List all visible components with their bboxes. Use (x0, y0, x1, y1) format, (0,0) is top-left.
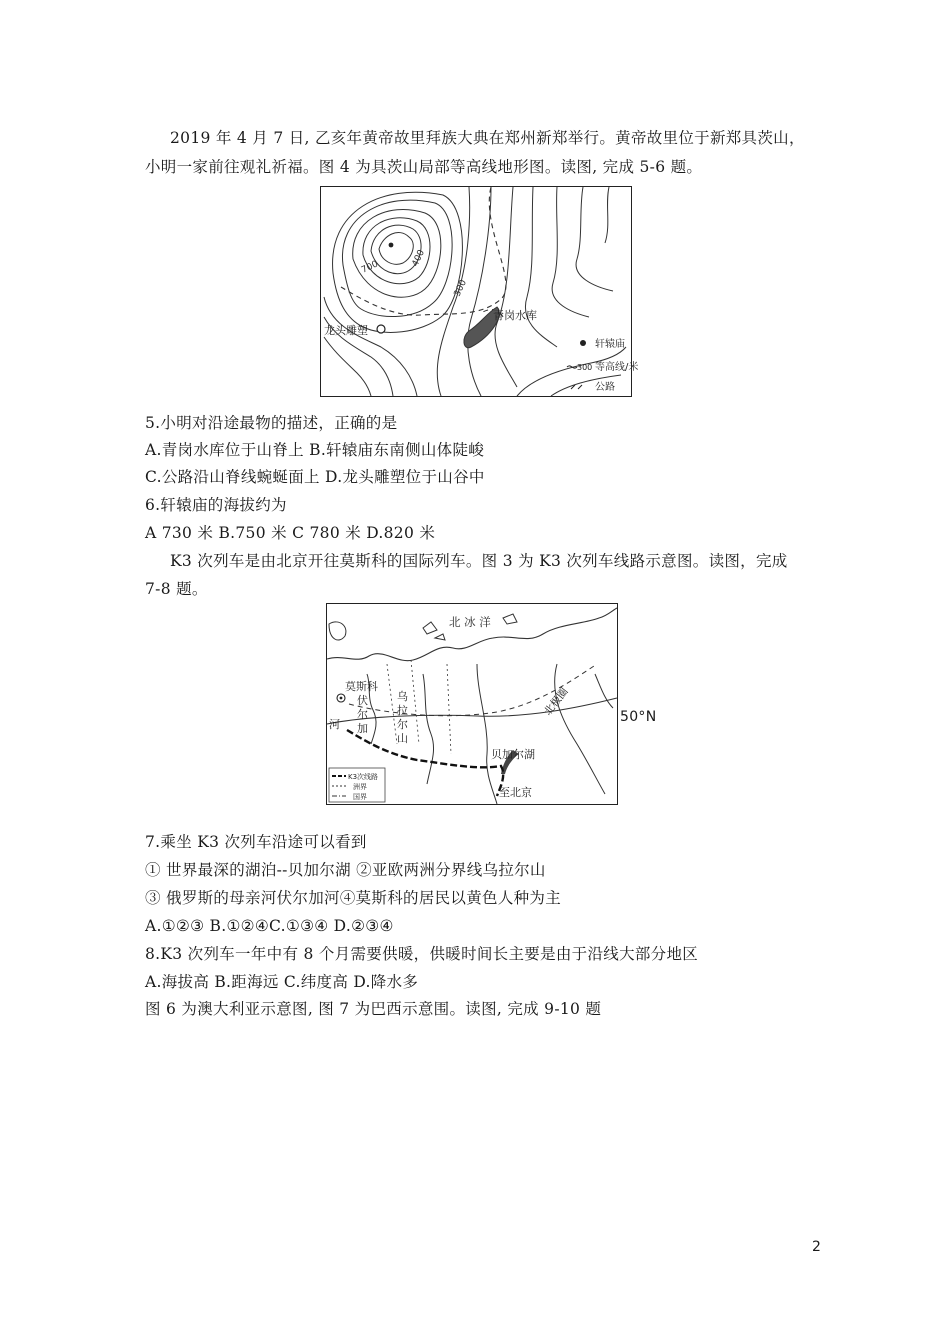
intro2-line-1: K3 次列车是由北京开往莫斯科的国际列车。图 3 为 K3 次列车线路示意图。读图，完成 (170, 552, 788, 570)
question-7-options: A.①②③ B.①②④C.①③④ D.②③④ (145, 917, 394, 935)
arctic-circle-label: 北极圈 (541, 685, 571, 718)
arctic-ocean-label: 北 冰 洋 (449, 615, 491, 629)
contour-map (321, 187, 639, 396)
temple-legend-icon (580, 340, 586, 346)
volga-char-1: 伏 (357, 694, 368, 707)
volga-char-3: 加 (357, 722, 368, 735)
legend-temple: 轩辕庙 (595, 339, 625, 350)
legend-continent: 洲界 (353, 783, 367, 791)
intro-paragraph-line-1: 2019 年 4 月 7 日, 乙亥年黄帝故里拜族大典在郑州新郑举行。黄帝故里位于新郑具茨山， (170, 129, 805, 147)
question-5-stem: 5.小明对沿途最物的描述，正确的是 (145, 414, 398, 432)
k3-route-map (327, 604, 617, 804)
river-label: 河 (329, 718, 340, 731)
moscow-label: 莫斯科 (345, 680, 378, 693)
contour-label-700: 700 (360, 259, 380, 276)
question-8-options: A.海拔高 B.距海远 C.纬度高 D.降水多 (145, 973, 419, 991)
legend-road: 公路 (595, 382, 615, 393)
k3-route-map-figure (326, 603, 618, 805)
question-7-stem: 7.乘坐 K3 次列车沿途可以看到 (145, 833, 367, 851)
ural-char-2: 拉 (397, 704, 408, 717)
volga-char-2: 尔 (357, 708, 368, 721)
legend-country: 国界 (353, 793, 367, 801)
ural-char-3: 尔 (397, 718, 408, 731)
statue-label: 龙头雕塑 (324, 324, 368, 337)
question-5-options-cd: C.公路沿山脊线蜿蜒面上 D.龙头雕塑位于山谷中 (145, 468, 485, 486)
outro-line: 图 6 为澳大利亚示意图, 图 7 为巴西示意围。读图, 完成 9-10 题 (145, 1000, 602, 1018)
legend-contour: 等高线/米 (595, 362, 639, 373)
question-5-options-ab: A.青岗水库位于山脊上 B.轩辕庙东南侧山体陡峻 (145, 441, 485, 459)
intro2-line-2: 7-8 题。 (145, 580, 208, 598)
ural-char-1: 乌 (397, 690, 408, 703)
latitude-50n-label: 50°N (620, 709, 657, 725)
ural-char-4: 山 (397, 732, 408, 745)
legend-k3: K3次线路 (348, 773, 379, 781)
question-7-statements-1-2: ① 世界最深的湖泊--贝加尔湖 ②亚欧两洲分界线乌拉尔山 (145, 861, 546, 879)
question-8-stem: 8.K3 次列车一年中有 8 个月需要供暖，供暖时间长主要是由于沿线大部分地区 (145, 945, 699, 963)
contour-label-300: 300 (452, 278, 469, 299)
question-6-stem: 6.轩辕庙的海拔约为 (145, 496, 287, 514)
to-beijing-label: 至北京 (499, 786, 532, 799)
page-number: 2 (812, 1239, 821, 1255)
reservoir-label: 青岗水库 (493, 309, 537, 322)
question-7-statements-3-4: ③ 俄罗斯的母亲河伏尔加河④莫斯科的居民以黄色人种为主 (145, 889, 562, 907)
contour-label-400: 400 (410, 248, 427, 269)
legend-contour-number: 300 (577, 363, 593, 372)
baikal-label: 贝加尔湖 (491, 748, 535, 761)
contour-map-figure (320, 186, 639, 397)
intro-paragraph-line-2: 小明一家前往观礼祈福。图 4 为具茨山局部等高线地形图。读图, 完成 5-6 题。 (145, 158, 703, 176)
question-6-options: A 730 米 B.750 米 C 780 米 D.820 米 (145, 524, 436, 542)
